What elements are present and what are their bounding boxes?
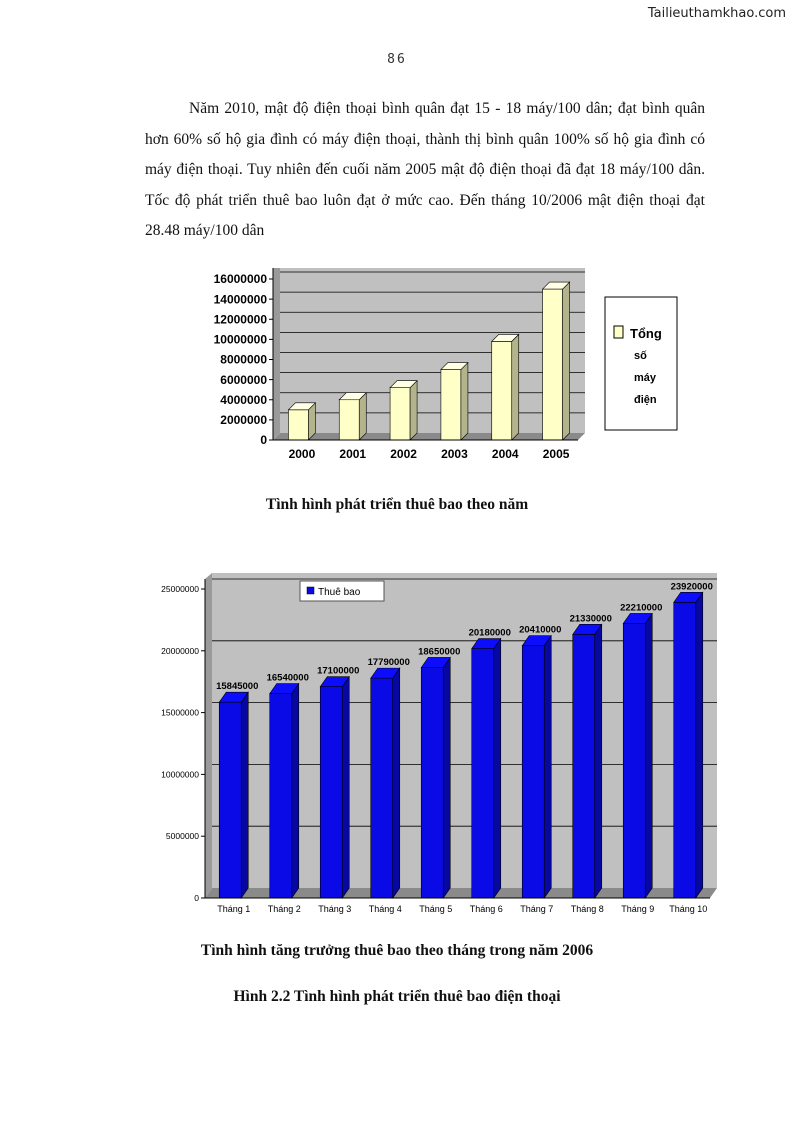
bar	[573, 634, 595, 898]
x-tick-label: Tháng 8	[570, 904, 604, 914]
bar-side	[696, 592, 703, 898]
y-tick-label: 2000000	[220, 413, 267, 428]
plot-side-wall	[205, 573, 212, 898]
x-tick-label: Tháng 1	[217, 904, 251, 914]
x-tick-label: 2000	[288, 447, 316, 461]
bar-side	[512, 334, 519, 440]
data-label: 18650000	[418, 646, 461, 658]
bar-side	[494, 639, 501, 898]
data-label: 21330000	[569, 613, 612, 625]
legend-line-1: Tổng	[630, 326, 662, 341]
bar-side	[645, 613, 652, 898]
legend-box	[605, 297, 677, 430]
bar	[320, 687, 342, 898]
plot-floor	[273, 433, 585, 440]
bar	[472, 649, 494, 898]
y-tick-label: 8000000	[220, 352, 267, 367]
y-tick-label: 4000000	[220, 392, 267, 407]
bar-side	[359, 393, 366, 440]
x-tick-label: 2005	[542, 447, 570, 461]
legend-line-3: máy	[634, 372, 657, 384]
paragraph-text: Năm 2010, mật độ điện thoại bình quân đạt 15 - 18 máy/100 dân; đạt bình quân hơn 60% số hộ gia đình có máy điện thoại, thành thị bình quân 100% số hộ gia đình có máy điện thoại. Tuy nhiên đến cuối năm 2005 mật độ điện thoại đã đạt 18 máy/100 dân. Tốc độ phát triển thuê bao luôn đạt ở mức cao. Đến tháng 10/2006 mật điện thoại đạt 28.48 máy/100 dân	[145, 100, 705, 239]
y-tick-label: 20000000	[161, 645, 199, 656]
bar	[390, 388, 410, 440]
plot-back-wall	[280, 268, 585, 433]
chart1-legend	[605, 297, 677, 430]
x-tick-label: Tháng 9	[621, 904, 655, 914]
body-paragraph	[145, 94, 705, 247]
figure-caption: Hình 2.2 Tình hình phát triển thuê bao điện thoại	[233, 988, 561, 1005]
y-tick-label: 6000000	[220, 372, 267, 387]
data-label: 17790000	[367, 657, 410, 669]
bar	[339, 400, 359, 440]
bar	[219, 702, 241, 898]
legend-label: Thuê bao	[318, 587, 361, 598]
bar-side	[292, 684, 299, 898]
legend-line-2: số	[634, 350, 647, 362]
bar	[441, 370, 461, 440]
bar	[522, 646, 544, 898]
yearly-subscribers-chart	[200, 260, 680, 470]
x-tick-label: 2003	[441, 447, 468, 461]
legend-swatch	[307, 587, 314, 594]
bar	[623, 623, 645, 898]
y-tick-label: 12000000	[213, 312, 267, 327]
bar	[371, 678, 393, 898]
legend-swatch	[614, 326, 623, 338]
chart2-caption: Tình hình tăng trưởng thuê bao theo tháng trong năm 2006	[200, 942, 594, 959]
bar	[288, 410, 308, 440]
y-tick-label: 0	[260, 433, 267, 448]
chart1-caption: Tình hình phát triển thuê bao theo năm	[265, 496, 529, 513]
bar	[543, 289, 563, 440]
bar-side	[393, 668, 400, 898]
page-number: 86	[387, 52, 407, 67]
data-label: 22210000	[620, 602, 663, 614]
x-tick-label: Tháng 4	[368, 904, 402, 914]
data-label: 17100000	[317, 665, 360, 677]
bar-side	[342, 677, 349, 898]
x-tick-label: 2001	[339, 447, 367, 461]
x-tick-label: Tháng 6	[469, 904, 503, 914]
bar-side	[563, 282, 570, 440]
bar	[492, 341, 512, 440]
bar	[270, 694, 292, 898]
x-tick-label: Tháng 10	[669, 904, 708, 914]
x-tick-label: Tháng 3	[318, 904, 352, 914]
monthly-subscribers-chart	[140, 565, 720, 930]
bar-side	[461, 363, 468, 440]
data-label: 15845000	[216, 681, 259, 693]
chart2-legend	[300, 581, 384, 601]
y-tick-label: 15000000	[161, 707, 199, 718]
bar	[421, 667, 443, 898]
y-tick-label: 14000000	[213, 292, 267, 307]
x-tick-label: Tháng 2	[267, 904, 301, 914]
bar-side	[544, 636, 551, 898]
legend-line-4: điện	[634, 394, 657, 406]
data-label: 20410000	[519, 624, 562, 636]
x-tick-label: 2004	[491, 447, 519, 461]
bar-side	[443, 657, 450, 898]
bar-side	[595, 624, 602, 898]
data-label: 23920000	[670, 581, 713, 593]
y-tick-label: 25000000	[161, 583, 199, 594]
y-tick-label: 10000000	[213, 332, 267, 347]
y-tick-label: 10000000	[161, 769, 199, 780]
bar-side	[410, 381, 417, 440]
y-tick-label: 5000000	[165, 831, 199, 842]
watermark: Tailieuthamkhao.com	[647, 6, 786, 21]
bar-side	[241, 692, 248, 898]
plot-side-wall	[273, 268, 280, 440]
y-tick-label: 16000000	[213, 272, 267, 287]
x-tick-label: Tháng 7	[520, 904, 554, 914]
x-tick-label: 2002	[390, 447, 417, 461]
x-tick-label: Tháng 5	[419, 904, 453, 914]
bar	[674, 602, 696, 898]
data-label: 20180000	[468, 627, 511, 639]
data-label: 16540000	[266, 672, 309, 684]
y-tick-label: 0	[194, 892, 199, 903]
